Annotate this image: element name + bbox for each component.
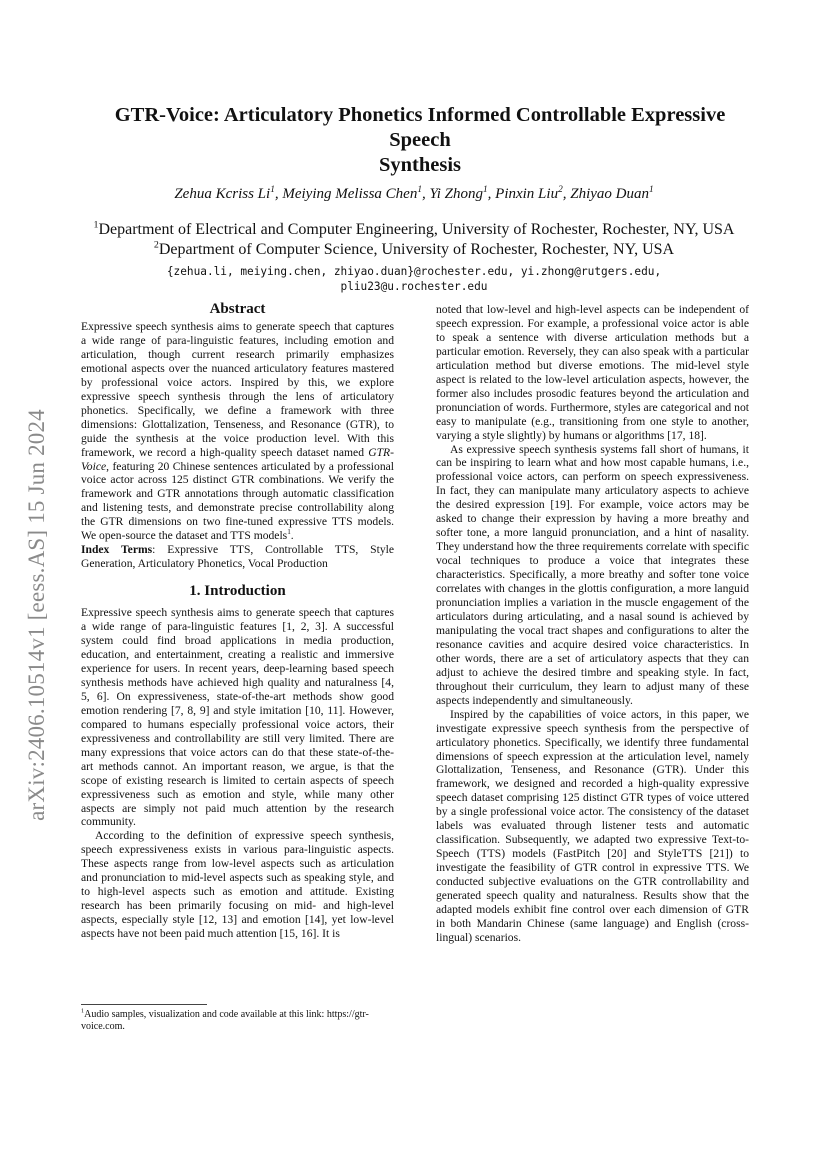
- arxiv-identifier: arXiv:2406.10514v1 [eess.AS] 15 Jun 2024: [24, 409, 49, 821]
- introduction-heading: 1. Introduction: [189, 583, 286, 600]
- email-line-2: pliu23@u.rochester.edu: [340, 280, 488, 293]
- title-line-2: Synthesis: [378, 154, 462, 176]
- affiliation-1-text: Department of Electrical and Computer Engineering, University of Rochester, Rochester, NY, USA: [98, 221, 735, 238]
- affiliation-1: $^1$Department of Electrical and Computer Engineering, University of Rochester, Rochester, NY, USA: [93, 219, 735, 238]
- footnote-rule: [81, 1004, 207, 1005]
- index-terms: [81, 543, 394, 571]
- intro-paragraph-4: As expressive speech synthesis systems fall short of humans, it can be inspiring to learn what and how most capable humans, i.e., professional voice actors, can perform on speech expressiveness. In fact, they can manipulate many articulatory aspects to achieve the desired expression [19]. For example, voice actors may be asked to change their expression by having a more breathy and softer tone, a more languid pronunciation, and a hint of nasality. They understand how the three requirements correlate with specific vocal techniques to produce a voice that integrates these characteristics. Specifically, a more breathy and softer tone voice correlates with changes in the glottis configuration, a more languid pronunciation implies a variation in the muscle engagement of the articulators during articulating, and a nasal sound is achieved by manipulating the vocal tract shapes and configurations to alter the resonance cavities and acquire desired voice characteristics. In other words, there are a set of articulatory aspects that they can adjust to achieve the desired timbre and speaking style. In fact, throughout their curriculum, they learn to adjust many of these aspects independently and simultaneously.: [436, 442, 749, 707]
- footnote: [81, 1009, 394, 1033]
- intro-paragraph-5: Inspired by the capabilities of voice actors, in this paper, we investigate expressive speech synthesis from the perspective of articulatory phonetics. Specifically, we identify three fundamental dimensions of speech expression at the articulation level, namely Glottalization, Tenseness, and Resonance (GTR). Under this framework, we designed and recorded a high-quality expressive speech dataset comprising 125 distinct GTR types of voice uttered by a single professional voice actor. The consistency of the dataset labels was evaluated through listener tests and automatic classification. Subsequently, we adapted two expressive Text-to-Speech (TTS) models (FastPitch [20] and StyleTTS [21]) to investigate the feasibility of GTR control in expressive TTS. We conducted subjective evaluations on the GTR controllability and generated speech quality and naturalness. Results show that the adapted models exhibit fine control over each dimension of GTR in both Mandarin Chinese (same language) and English (cross-lingual) scenarios.: [436, 707, 749, 944]
- index-terms-text: : Expressive TTS, Controllable TTS, Style Generation, Articulatory Phonetics, Vocal Production: [81, 543, 395, 571]
- arxiv-sidebar: [0, 0, 70, 1171]
- left-column: [81, 300, 394, 941]
- right-column: [436, 303, 749, 945]
- intro-paragraph-3: noted that low-level and high-level aspects can be independent of speech expression. For example, a professional voice actor is able to speak a sentence with diverse articulation methods but a particular emotion. Reversely, they can also speak with a particular articulation method but diverse emotions. The mid-level style aspect is related to the low-level articulation aspects, however, the former also includes prosodic features beyond the articulation and pronunciation of words. Furthermore, styles are categorical and not easy to manipulate (e.g., transitioning from one style to another, varying a style slightly) by humans or algorithms [17, 18].: [436, 303, 749, 442]
- footnote-mark: 1: [81, 1007, 85, 1015]
- affiliation-2: $^2$Department of Computer Science, University of Rochester, Rochester, NY, USA: [153, 239, 675, 258]
- abstract-heading: Abstract: [209, 301, 266, 317]
- affiliation-2-text: Department of Computer Science, University of Rochester, Rochester, NY, USA: [158, 241, 675, 258]
- email-block: [60, 264, 768, 294]
- index-terms-label: Index Terms: [81, 543, 153, 557]
- title-line-1: GTR-Voice: Articulatory Phonetics Informed Controllable Expressive Speech: [114, 104, 726, 151]
- intro-paragraph-1: Expressive speech synthesis aims to generate speech that captures a wide range of para-linguistic features [1, 2, 3]. A successful system could find broad applications in media production, education, and entertainment, creating a realistic and immersive experience for users. In recent years, deep-learning based speech synthesis methods have achieved high quality and naturalness [4, 5, 6]. On expressiveness, state-of-the-art methods show good emotion rendering [7, 8, 9] and style imitation [10, 11]. However, compared to humans especially professional voice actors, their expressiveness and controllability are still very limited. There are many expressions that voice actors can do that these state-of-the-art methods cannot. An important reason, we argue, is that the scope of existing research is limited to certain aspects of speech expressiveness such as emotion and style, while many other aspects are simply not paid much attention by the research community.: [81, 606, 394, 829]
- intro-paragraph-2: According to the definition of expressive speech synthesis, speech expressiveness exists in various para-linguistic aspects. These aspects range from low-level aspects such as articulation and pronunciation to mid-level aspects such as speaking style, and to high-level aspects such as emotion and attitude. Existing research has been primarily focusing on mid- and high-level aspects, especially style [12, 13] and emotion [14], yet low-level aspects have not been paid much attention [15, 16]. It is: [81, 829, 394, 941]
- paper-title: [90, 103, 750, 178]
- email-line-1: {zehua.li, meiying.chen, zhiyao.duan}@rochester.edu, yi.zhong@rutgers.edu,: [166, 265, 662, 278]
- footnote-text: Audio samples, visualization and code available at this link: https://gtr-voice.com.: [81, 1009, 369, 1032]
- author-list: Zehua Kcriss Li$^1$, Meiying Melissa Chen$^1$, Yi Zhong$^1$, Pinxin Liu$^2$, Zhiyao Duan$^1$: [174, 185, 654, 202]
- abstract-body: Expressive speech synthesis aims to generate speech that captures a wide range of para-linguistic features, including emotion and articulation, though current research primarily emphasizes emotional aspects over the nuanced articulatory features mastered by professional voice actors. Inspired by this, we explore expressive speech synthesis through the lens of articulatory phonetics. Specifically, we define a framework with three dimensions: Glottalization, Tenseness, and Resonance (GTR), to guide the synthesis at the voice production level. With this framework, we record a high-quality speech dataset named GTR-Voice, featuring 20 Chinese sentences articulated by a professional voice actor across 125 distinct GTR combinations. We verify the framework and GTR annotations through automatic classification and listening tests, and demonstrate precise controllability along the GTR dimensions on two fine-tuned expressive TTS models. We open-source the dataset and TTS models$^1$.: [81, 320, 394, 543]
